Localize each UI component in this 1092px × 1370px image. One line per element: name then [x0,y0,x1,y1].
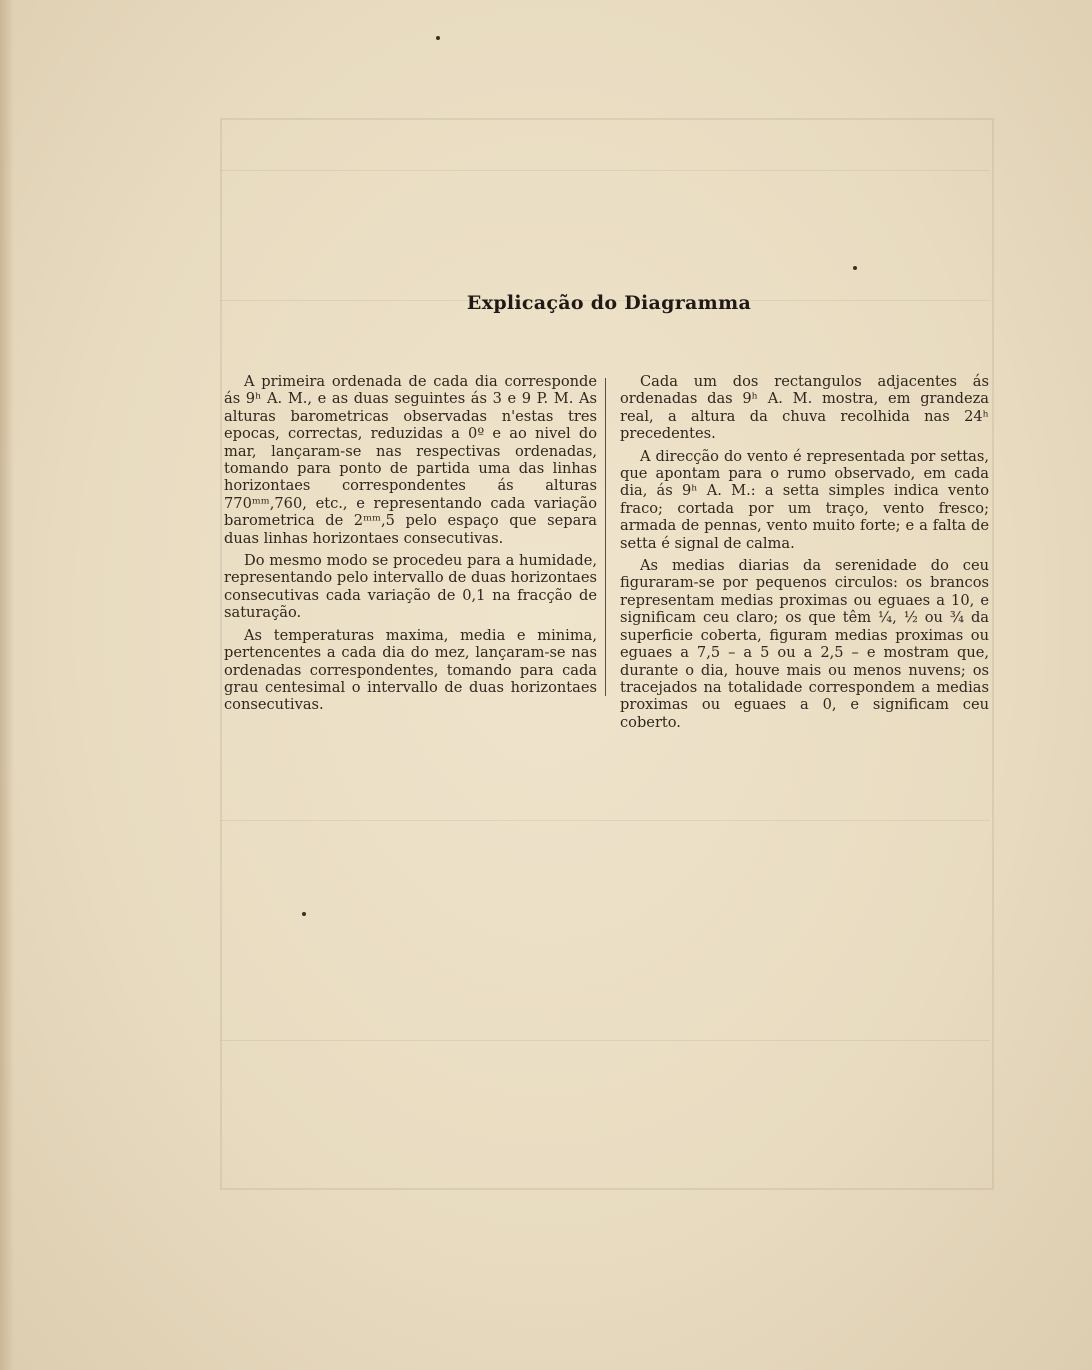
left-text-column [224,373,597,719]
page-edge-shadow [0,0,14,1370]
paragraph: A primeira ordenada de cada dia corresponde ás 9ʰ A. M., e as duas seguintes ás 3 e 9 P. M. As alturas barometricas observadas n'estas tres epocas, correctas, reduzidas a 0º e ao nivel do mar, lançaram-se nas respectivas ordenadas, tomando para ponto de partida uma das linhas horizontaes correspondentes ás alturas 770ᵐᵐ,760, etc., e representando cada variação barometrica de 2ᵐᵐ,5 pelo espaço que separa duas linhas horizontaes consecutivas. [224,373,597,547]
paper-speck [853,266,857,270]
show-through-rule [220,820,990,821]
page-title: Explicação do Diagramma [466,292,752,314]
paragraph: A direcção do vento é representada por settas, que apontam para o rumo observado, em cada dia, ás 9ʰ A. M.: a setta simples indica vento fraco; cortada por um traço, vento fresco; armada de pennas, vento muito forte; e a falta de setta é signal de calma. [620,447,989,552]
show-through-rule [220,1040,990,1041]
paragraph: Cada um dos rectangulos adjacentes ás ordenadas das 9ʰ A. M. mostra, em grandeza real, a altura da chuva recolhida nas 24ʰ precedentes. [620,373,989,443]
paragraph: As temperaturas maxima, media e minima, pertencentes a cada dia do mez, lançaram-se nas ordenadas correspondentes, tomando para cada grau centesimal o intervallo de duas horizontaes consecutivas. [224,626,597,714]
column-divider [605,378,606,696]
paragraph: Do mesmo modo se procedeu para a humidade, representando pelo intervallo de duas horizontaes consecutivas cada variação de 0,1 na fracção de saturação. [224,552,597,622]
right-text-column [620,373,989,736]
paper-speck [436,36,440,40]
paragraph: As medias diarias da serenidade do ceu figuraram-se por pequenos circulos: os brancos representam medias proximas ou eguaes a 10, e significam ceu claro; os que têm ¼, ½ ou ¾ da superficie coberta, figuram medias proximas ou eguaes a 7,5 – a 5 ou a 2,5 – e mostram que, durante o dia, houve mais ou menos nuvens; os tracejados na totalidade correspondem a medias proximas ou eguaes a 0, e significam ceu coberto. [620,557,989,731]
show-through-rule [220,170,990,171]
paper-speck [302,912,306,916]
